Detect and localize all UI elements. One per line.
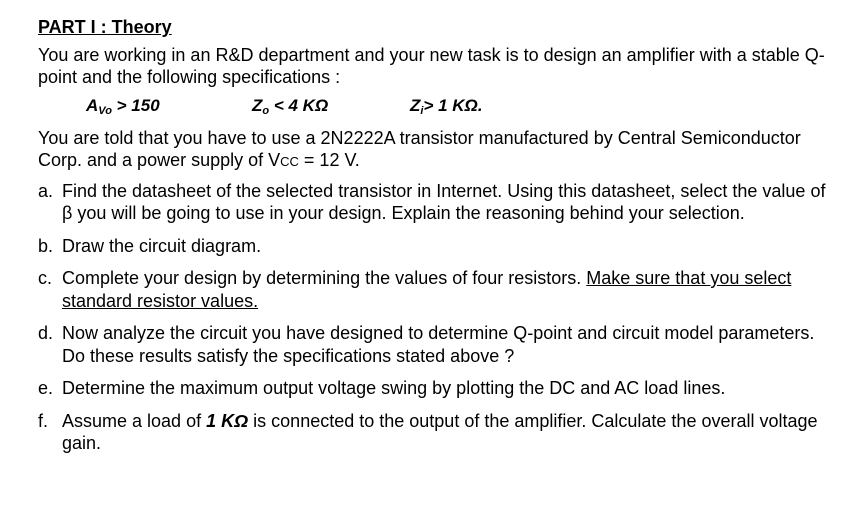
spec-voltage-gain-value: > 150 — [111, 95, 160, 115]
spec-output-impedance — [252, 95, 328, 123]
question-marker: f. — [38, 410, 49, 431]
spec-input-impedance-subscript: i — [420, 104, 424, 117]
question-b — [38, 235, 835, 258]
question-text: Draw the circuit diagram. — [62, 235, 262, 256]
intro-paragraph: You are working in an R&D department and your new task is to design an amplifier with a stable Q-point and the following specifications : — [38, 44, 825, 87]
spec-voltage-gain-subscript: Vo — [98, 104, 112, 117]
spec-input-impedance-symbol: Z — [410, 95, 421, 115]
spec-voltage-gain-symbol: A — [86, 95, 99, 115]
question-marker: a. — [38, 180, 54, 201]
question-text — [62, 267, 835, 312]
question-a — [38, 180, 835, 225]
question-text-underlined: Make sure that you select standard resistor values. — [62, 268, 792, 311]
question-marker: c. — [38, 268, 53, 288]
spec-input-impedance — [410, 95, 483, 123]
question-text: Find the datasheet of the selected transistor in Internet. Using this datasheet, select the value of β you will be going to use in your design. Explain the reasoning behind your selection. — [62, 180, 826, 223]
question-e — [38, 377, 835, 400]
spec-output-impedance-symbol: Z — [252, 95, 263, 115]
spec-input-impedance-value: > 1 KΩ. — [423, 95, 483, 115]
transistor-text: You are told that you have to use a 2N2222A transistor manufactured by Central Semiconductor Corp. and a power supply of V — [38, 127, 801, 170]
question-text-main: Assume a load of — [62, 410, 207, 431]
question-d — [38, 322, 835, 367]
spec-voltage-gain — [86, 95, 160, 123]
spec-output-impedance-value: < 4 KΩ — [269, 95, 329, 115]
specifications-row — [38, 95, 835, 119]
question-f — [38, 410, 835, 455]
question-text: Now analyze the circuit you have designed to determine Q-point and circuit model parameters. Do these results satisfy the specifications stated above ? — [62, 323, 815, 366]
section-heading: PART I : Theory — [38, 17, 172, 37]
spec-output-impedance-subscript: o — [262, 104, 270, 117]
supply-subscript: CC — [280, 154, 299, 169]
question-text-rest: is connected to the output of the amplifier. Calculate the overall voltage gain. — [62, 410, 818, 453]
question-text-main: Complete your design by determining the values of four resistors. — [62, 268, 587, 288]
question-marker: e. — [38, 378, 54, 398]
question-c — [38, 267, 835, 312]
transistor-paragraph — [38, 127, 835, 174]
question-text: Determine the maximum output voltage swing by plotting the DC and AC load lines. — [62, 378, 726, 398]
question-list — [38, 180, 835, 455]
question-marker: d. — [38, 323, 54, 343]
load-value: 1 KΩ — [206, 410, 249, 431]
question-text — [62, 410, 835, 455]
supply-value: = 12 V. — [298, 150, 360, 170]
question-marker: b. — [38, 235, 54, 256]
